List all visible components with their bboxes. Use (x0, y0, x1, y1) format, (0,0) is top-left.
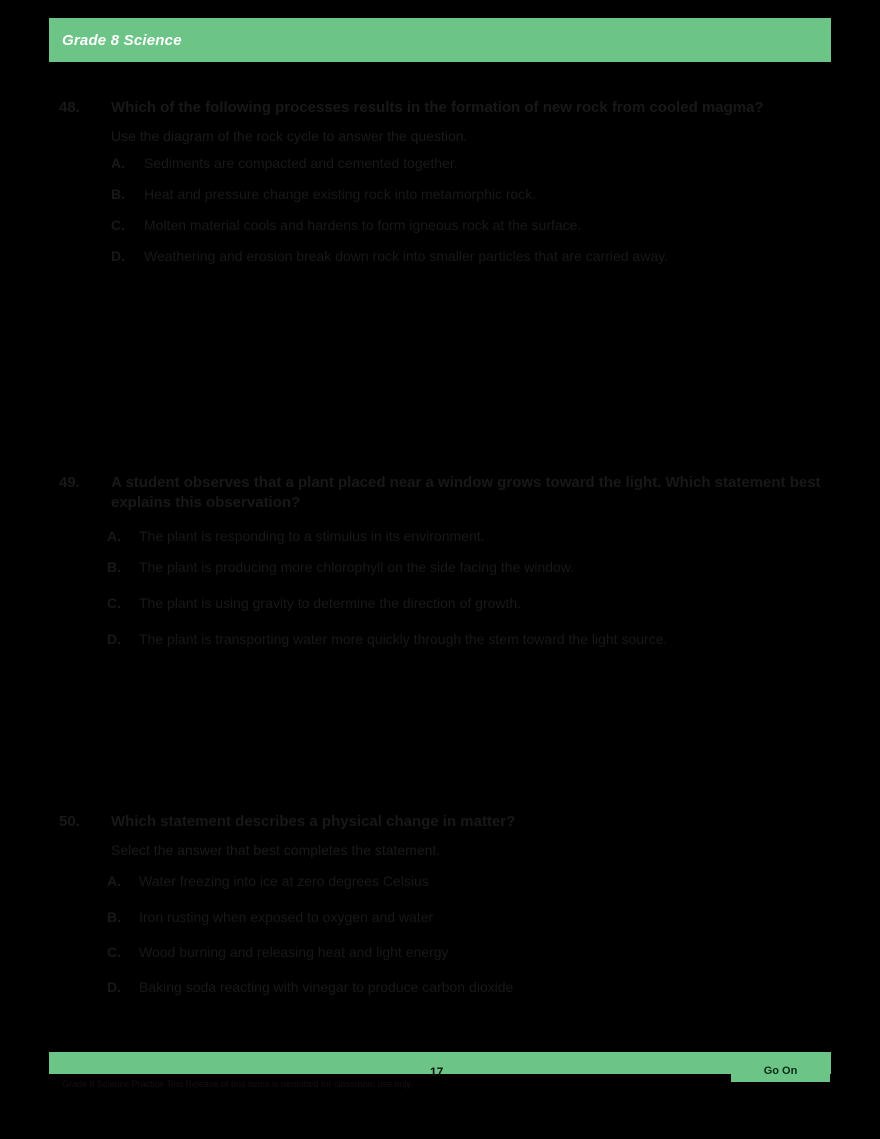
option-d[interactable] (49, 978, 839, 1000)
option-letter: D. (111, 248, 125, 264)
option-c[interactable] (49, 943, 839, 965)
question-row (49, 812, 839, 832)
option-letter: B. (107, 909, 121, 925)
option-a[interactable] (49, 154, 839, 176)
question-block-48 (49, 98, 839, 278)
option-text: Weathering and erosion break down rock into smaller particles that are carried away. (144, 248, 668, 264)
page-title: Grade 8 Science (62, 31, 182, 49)
option-text: The plant is producing more chlorophyll on the side facing the window. (139, 559, 575, 575)
options-list (49, 527, 839, 652)
page-number: 17 (430, 1065, 444, 1079)
question-number: 49. (59, 474, 80, 491)
option-letter: C. (107, 595, 121, 611)
option-text: Baking soda reacting with vinegar to produce carbon dioxide (139, 979, 514, 995)
footer-note: Grade 8 Science Practice Test Release of test items is permitted for classroom use only. (62, 1079, 413, 1089)
option-letter: C. (111, 217, 125, 233)
option-letter: B. (111, 186, 125, 202)
go-on-indicator: Go On (731, 1060, 830, 1082)
question-number: 50. (59, 813, 80, 830)
question-subtext: Select the answer that best completes the statement. (111, 842, 441, 858)
option-letter: A. (111, 155, 125, 171)
option-text: Molten material cools and hardens to form igneous rock at the surface. (144, 217, 582, 233)
question-subtext: Use the diagram of the rock cycle to answer the question. (111, 128, 468, 144)
option-letter: A. (107, 873, 121, 889)
option-text: Sediments are compacted and cemented together. (144, 155, 458, 171)
option-text: The plant is using gravity to determine the direction of growth. (139, 595, 522, 611)
option-b[interactable] (49, 558, 839, 580)
option-text: Wood burning and releasing heat and light energy (139, 944, 449, 960)
option-c[interactable] (49, 216, 839, 238)
option-b[interactable] (49, 185, 839, 207)
option-letter: D. (107, 631, 121, 647)
option-text: Water freezing into ice at zero degrees Celsius (139, 873, 429, 889)
question-row (49, 98, 839, 118)
option-d[interactable] (49, 630, 839, 652)
question-block-49 (49, 473, 839, 661)
question-number: 48. (59, 99, 80, 116)
option-text: Iron rusting when exposed to oxygen and water (139, 909, 434, 925)
option-d[interactable] (49, 247, 839, 269)
option-letter: B. (107, 559, 121, 575)
options-list (49, 872, 839, 1000)
question-block-50 (49, 812, 839, 1009)
question-text: Which of the following processes results in the formation of new rock from cooled magma? (111, 99, 764, 116)
option-text: The plant is responding to a stimulus in its environment. (139, 528, 485, 544)
question-row (49, 473, 839, 513)
options-list (49, 154, 839, 269)
question-text: A student observes that a plant placed near a window grows toward the light. Which statement best explains this observation? (111, 474, 821, 511)
option-c[interactable] (49, 594, 839, 616)
option-b[interactable] (49, 908, 839, 930)
option-text: The plant is transporting water more quickly through the stem toward the light source. (139, 631, 668, 647)
question-text: Which statement describes a physical change in matter? (111, 813, 516, 830)
option-text: Heat and pressure change existing rock into metamorphic rock. (144, 186, 537, 202)
option-a[interactable] (49, 527, 839, 549)
header-banner (49, 18, 831, 62)
option-letter: D. (107, 979, 121, 995)
option-letter: A. (107, 528, 121, 544)
option-letter: C. (107, 944, 121, 960)
option-a[interactable] (49, 872, 839, 894)
